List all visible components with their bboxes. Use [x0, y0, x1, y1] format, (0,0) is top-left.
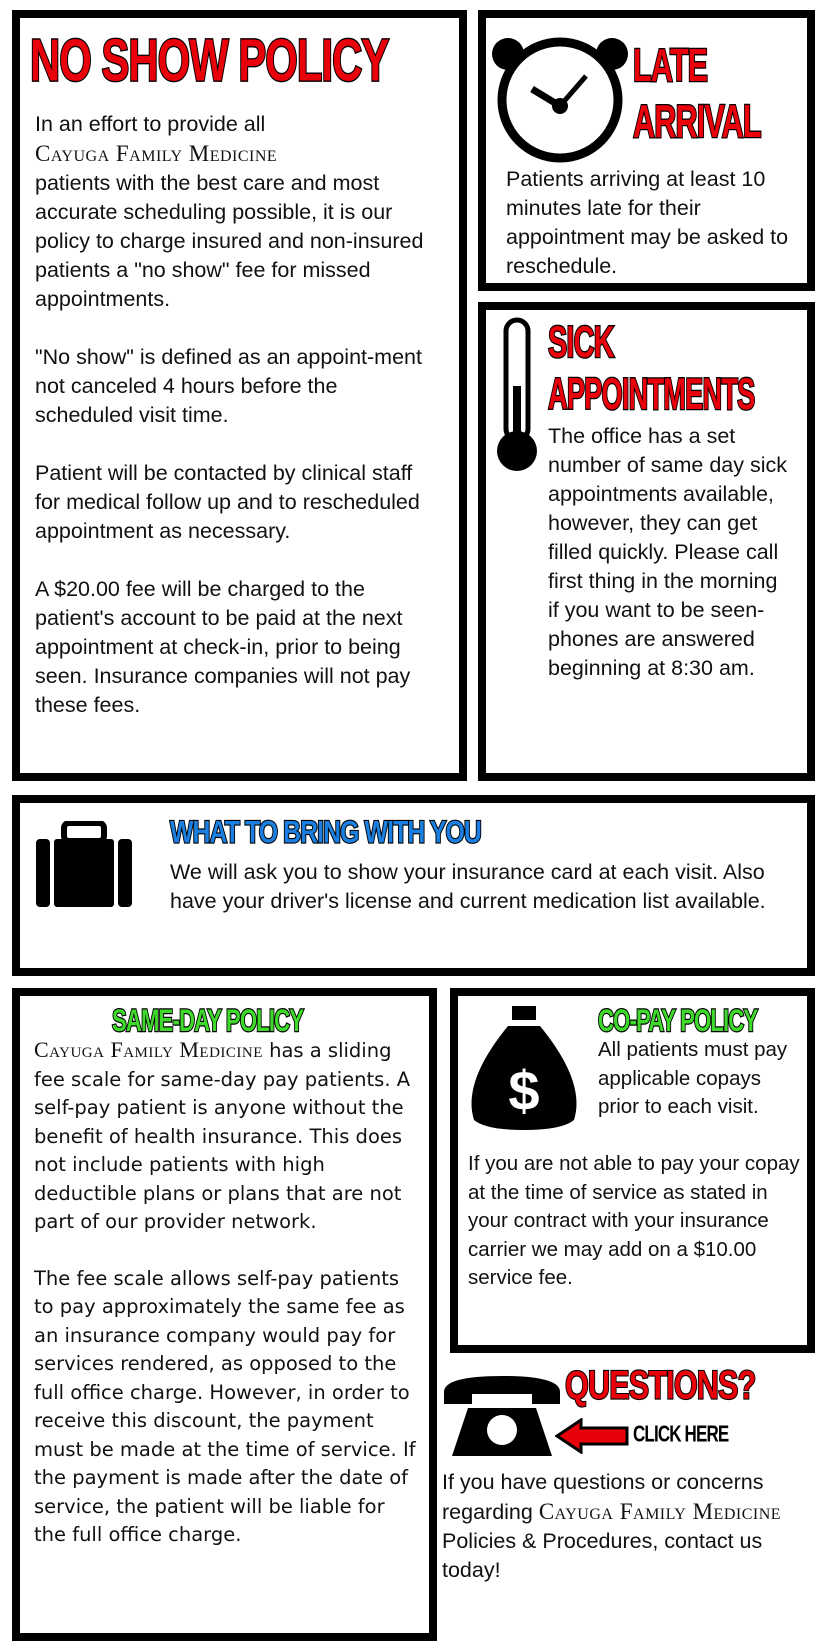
copay-title: CO-PAY POLICY: [598, 1002, 758, 1038]
same-day-title: SAME-DAY POLICY: [112, 1002, 304, 1038]
telephone-icon[interactable]: [440, 1372, 565, 1462]
arrow-left-icon: [555, 1418, 630, 1454]
thermometer-icon: [492, 316, 542, 476]
late-arrival-panel: [478, 10, 815, 291]
alarm-clock-icon: [490, 24, 630, 164]
questions-text: If you have questions or concerns regarding Cayuga Family Medicine Policies & Procedures, contact us today!: [442, 1470, 782, 1582]
what-to-bring-panel: [12, 795, 815, 976]
sick-appointments-panel: [478, 302, 815, 781]
copay-text-2: If you are not able to pay your copay at the time of service as stated in your contract with your insurance carrier we may add on a $10.00 service fee.: [468, 1152, 800, 1289]
brand-name: Cayuga Family Medicine: [35, 141, 278, 166]
sick-title-1: SICK: [548, 318, 614, 368]
money-bag-icon: [462, 1002, 587, 1132]
late-title-1: LATE: [633, 38, 708, 92]
no-show-text: In an effort to provide all Cayuga Family Medicine patients with the best care and most accurate scheduling possible, it is our policy to charge insured and non-insured patients a "no show" fee for missed appointments. "No show" is defined as an appoint-ment not canceled 4 hours before the scheduled visit time. Patient will be contacted by clinical staff for medical follow up and to rescheduled appointment as necessary. A $20.00 fee will be charged to the patient's account to be paid at the next appointment at check-in, prior to being seen. Insurance companies will not pay these fees.: [35, 112, 424, 717]
no-show-title: NO SHOW POLICY: [30, 28, 389, 95]
svg-text:$: $: [508, 1059, 540, 1122]
questions-title: QUESTIONS?: [565, 1362, 756, 1408]
questions-section: [442, 1360, 815, 1640]
same-day-policy-panel: [12, 988, 437, 1641]
bring-title: WHAT TO BRING WITH YOU: [170, 815, 481, 850]
sick-text: The office has a set number of same day sick appointments available, however, they can get filled quickly. Please call first thing in the morning if you want to be seen- phones are answered beginning at 8:30 am.: [548, 424, 787, 680]
copay-text-1: All patients must pay applicable copays prior to each visit.: [598, 1038, 788, 1118]
late-text: Patients arriving at least 10 minutes late for their appointment may be asked to reschedule.: [506, 167, 789, 278]
sick-title-2: APPOINTMENTS: [548, 370, 755, 420]
late-title-2: ARRIVAL: [633, 94, 761, 148]
same-day-text: Cayuga Family Medicine has a sliding fee scale for same-day pay patients. A self-pay patient is anyone without the benefit of health insurance. This does not include patients with high deductible plans or plans that are not part of our provider network. The fee scale allows self-pay patients to pay approximately the same fee as an insurance company would pay for services rendered, as opposed to the full office charge. However, in order to receive this discount, the payment must be made at the time of service. If the payment is made after the date of service, the patient will be liable for the full office charge.: [34, 1037, 416, 1546]
bring-text: We will ask you to show your insurance card at each visit. Also have your driver's license and current medication list available.: [170, 860, 766, 913]
briefcase-icon: [34, 821, 134, 911]
no-show-policy-panel: [12, 10, 467, 781]
click-here-link[interactable]: CLICK HERE: [633, 1422, 729, 1448]
co-pay-policy-panel: [450, 988, 815, 1353]
